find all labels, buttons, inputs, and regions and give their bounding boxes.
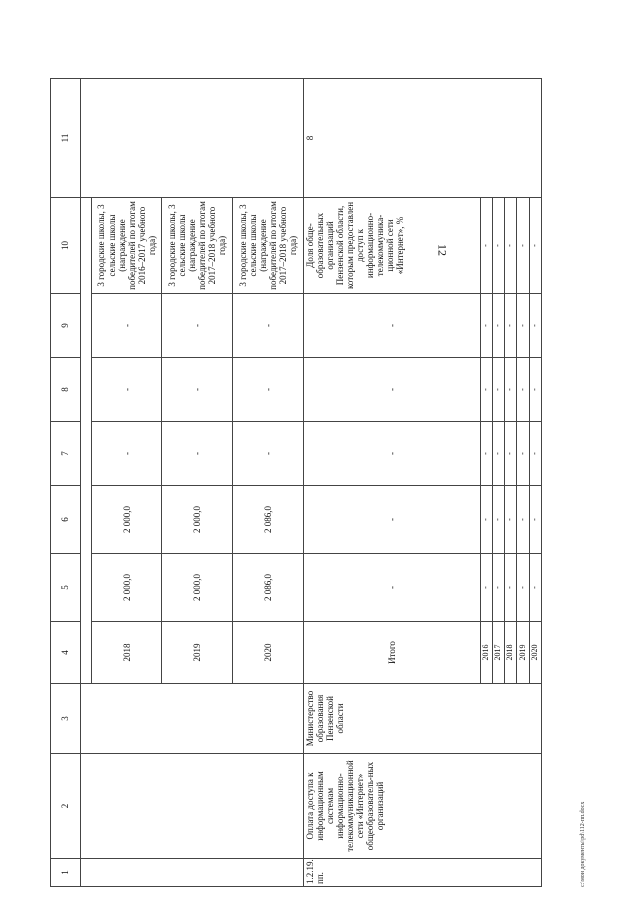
value-cell: 2 000,0 — [162, 554, 233, 622]
value-cell: - — [480, 422, 492, 486]
value-cell: 8 — [303, 79, 541, 198]
year-cell: 2016 — [480, 622, 492, 684]
value-cell: - — [517, 554, 529, 622]
year-cell: 2018 — [505, 622, 517, 684]
value-cell: - — [517, 358, 529, 422]
value-cell: - — [492, 554, 504, 622]
col-header: 11 — [51, 79, 81, 198]
value-cell: - — [480, 554, 492, 622]
value-cell: - — [529, 294, 541, 358]
value-cell: - — [492, 358, 504, 422]
value-cell: - — [492, 294, 504, 358]
col-header: 1 — [51, 859, 81, 887]
indicator-cell: 3 городские школы, 3 сельские школы (награждение победителей по итогам 2017–2018 учебного года) — [162, 198, 233, 294]
item-organization: Министерство образования Пензенской области — [303, 684, 541, 754]
col-header: 7 — [51, 422, 81, 486]
value-cell: - — [91, 294, 162, 358]
value-cell: - — [529, 358, 541, 422]
indicator-cell: Доля обще-образовательных организаций Пензенской области, которым предоставлен доступ к информационно-телекоммуника-ционной сети «Интернет», % — [303, 198, 480, 294]
value-cell: - — [91, 422, 162, 486]
col-header: 2 — [51, 754, 81, 859]
value-cell: - — [480, 358, 492, 422]
value-cell: - — [505, 294, 517, 358]
value-cell: - — [162, 358, 233, 422]
value-cell: - — [492, 198, 504, 294]
table-row — [80, 79, 91, 887]
item-name: Оплата доступа к информационным системам информационно-телекоммуникационной сети «Интернет» общеобразователь-ных организаций — [303, 754, 541, 859]
indicator-cell: 3 городские школы, 3 сельские школы (награждение победителей по итогам 2017–2018 учебного года) — [233, 198, 304, 294]
value-cell: - — [505, 554, 517, 622]
value-cell: 2 086,0 — [233, 554, 304, 622]
header-row — [51, 79, 81, 887]
value-cell: 2 000,0 — [162, 486, 233, 554]
value-cell: - — [492, 422, 504, 486]
col-header: 6 — [51, 486, 81, 554]
value-cell: - — [505, 486, 517, 554]
year-cell: 2020 — [529, 622, 541, 684]
rotated-page — [50, 17, 590, 887]
footer-file-path: c:\мои документы\pd\112-пп.docx — [580, 801, 586, 887]
col-header: 8 — [51, 358, 81, 422]
value-cell: - — [517, 294, 529, 358]
value-cell: - — [303, 358, 480, 422]
page-number: 12 — [435, 244, 450, 256]
year-cell: 2018 — [91, 622, 162, 684]
value-cell: - — [492, 486, 504, 554]
value-cell: - — [162, 294, 233, 358]
year-cell: 2020 — [233, 622, 304, 684]
value-cell: - — [529, 486, 541, 554]
value-cell: - — [162, 422, 233, 486]
col-header: 3 — [51, 684, 81, 754]
value-cell: - — [480, 486, 492, 554]
value-cell: - — [480, 294, 492, 358]
value-cell: - — [529, 554, 541, 622]
program-table — [50, 78, 542, 887]
col-header: 4 — [51, 622, 81, 684]
year-cell: 2019 — [162, 622, 233, 684]
value-cell: - — [505, 358, 517, 422]
value-cell: - — [529, 198, 541, 294]
value-cell: - — [233, 358, 304, 422]
value-cell: - — [91, 358, 162, 422]
value-cell: 2 000,0 — [91, 486, 162, 554]
indicator-cell: 3 городские школы, 3 сельские школы (награждение победителей по итогам 2016–2017 учебного года) — [91, 198, 162, 294]
value-cell: - — [529, 422, 541, 486]
value-cell: - — [233, 294, 304, 358]
value-cell: - — [303, 554, 480, 622]
value-cell: - — [303, 294, 480, 358]
value-cell: - — [517, 486, 529, 554]
value-cell: - — [517, 422, 529, 486]
value-cell: - — [505, 198, 517, 294]
value-cell: - — [303, 486, 480, 554]
value-cell: 2 086,0 — [233, 486, 304, 554]
value-cell: - — [505, 422, 517, 486]
value-cell: - — [303, 422, 480, 486]
total-label: Итого — [303, 622, 480, 684]
year-cell: 2017 — [492, 622, 504, 684]
value-cell: 2 000,0 — [91, 554, 162, 622]
item-number: 1.2.19. пп. — [303, 859, 541, 887]
value-cell: - — [480, 198, 492, 294]
value-cell: - — [233, 422, 304, 486]
table-row — [303, 79, 480, 887]
value-cell: - — [517, 198, 529, 294]
col-header: 10 — [51, 198, 81, 294]
col-header: 5 — [51, 554, 81, 622]
year-cell: 2019 — [517, 622, 529, 684]
col-header: 9 — [51, 294, 81, 358]
